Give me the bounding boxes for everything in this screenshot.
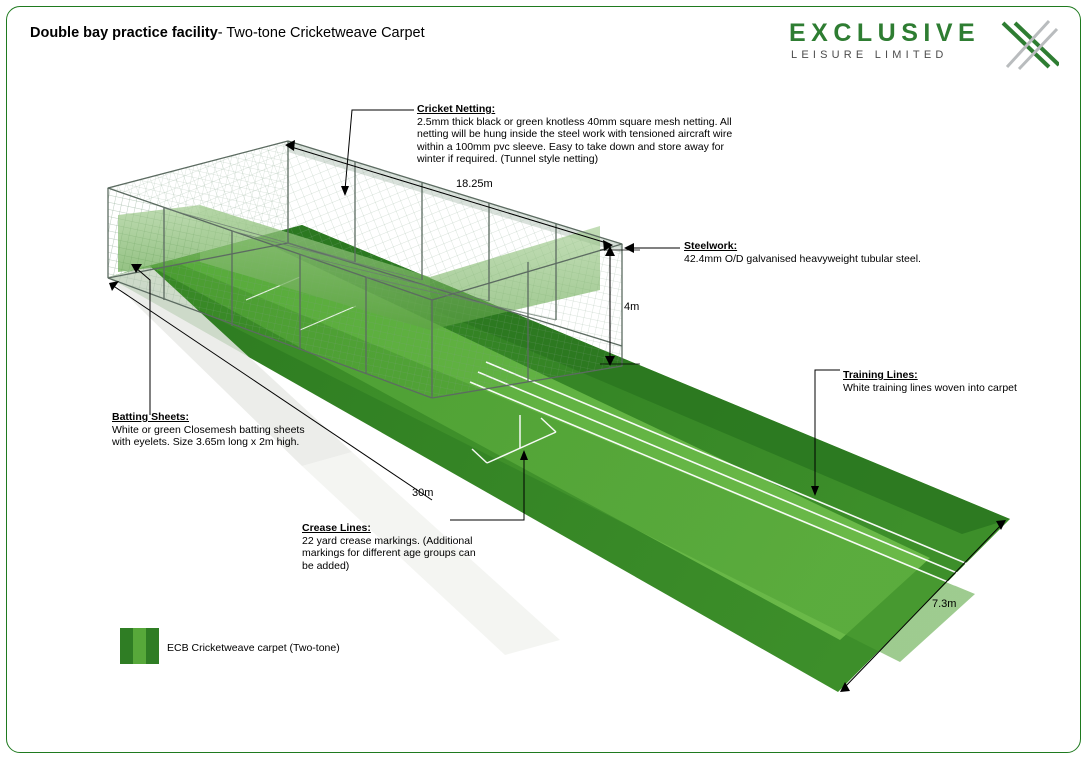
legend-swatch [120, 628, 160, 664]
dimension-runup: 30m [412, 487, 434, 499]
annotation-crease-lines-heading: Crease Lines: [302, 522, 371, 534]
logo-subtitle: LEISURE LIMITED [791, 49, 948, 61]
dimension-width: 7.3m [932, 598, 957, 610]
page-title-rest: - Two-tone Cricketweave Carpet [217, 25, 425, 41]
annotation-steelwork [684, 240, 984, 265]
legend-swatch-dark-2 [146, 628, 159, 664]
annotation-training-lines-heading: Training Lines: [843, 369, 918, 381]
annotation-cricket-netting [417, 103, 737, 166]
annotation-cricket-netting-body: 2.5mm thick black or green knotless 40mm square mesh netting. All netting will be hung inside the steel work with tensioned aircraft wire within a 100mm pvc sleeve. Easy to take down and store away for winter if required. (Tunnel style netting) [417, 115, 733, 166]
annotation-training-lines [843, 369, 1063, 394]
page-title-bold: Double bay practice facility [30, 25, 218, 41]
dimension-height: 4m [624, 301, 640, 313]
legend-label: ECB Cricketweave carpet (Two-tone) [167, 642, 340, 654]
annotation-steelwork-heading: Steelwork: [684, 240, 738, 252]
annotation-batting-sheets-body: White or green Closemesh batting sheets with eyelets. Size 3.65m long x 2m high. [112, 423, 305, 449]
legend-swatch-dark [120, 628, 133, 664]
logo-wordmark: EXCLUSIVE [789, 19, 981, 47]
annotation-batting-sheets-heading: Batting Sheets: [112, 411, 190, 423]
annotation-crease-lines [302, 522, 482, 572]
legend-swatch-light [133, 628, 146, 664]
annotation-steelwork-body: 42.4mm O/D galvanised heavyweight tubular steel. [684, 252, 921, 265]
annotation-batting-sheets [112, 411, 322, 449]
dimension-length: 18.25m [456, 178, 493, 190]
annotation-cricket-netting-heading: Cricket Netting: [417, 103, 496, 115]
annotation-crease-lines-body: 22 yard crease markings. (Additional markings for different age groups can be added) [302, 534, 476, 572]
annotation-training-lines-body: White training lines woven into carpet [843, 381, 1017, 394]
net-cage [108, 141, 622, 398]
